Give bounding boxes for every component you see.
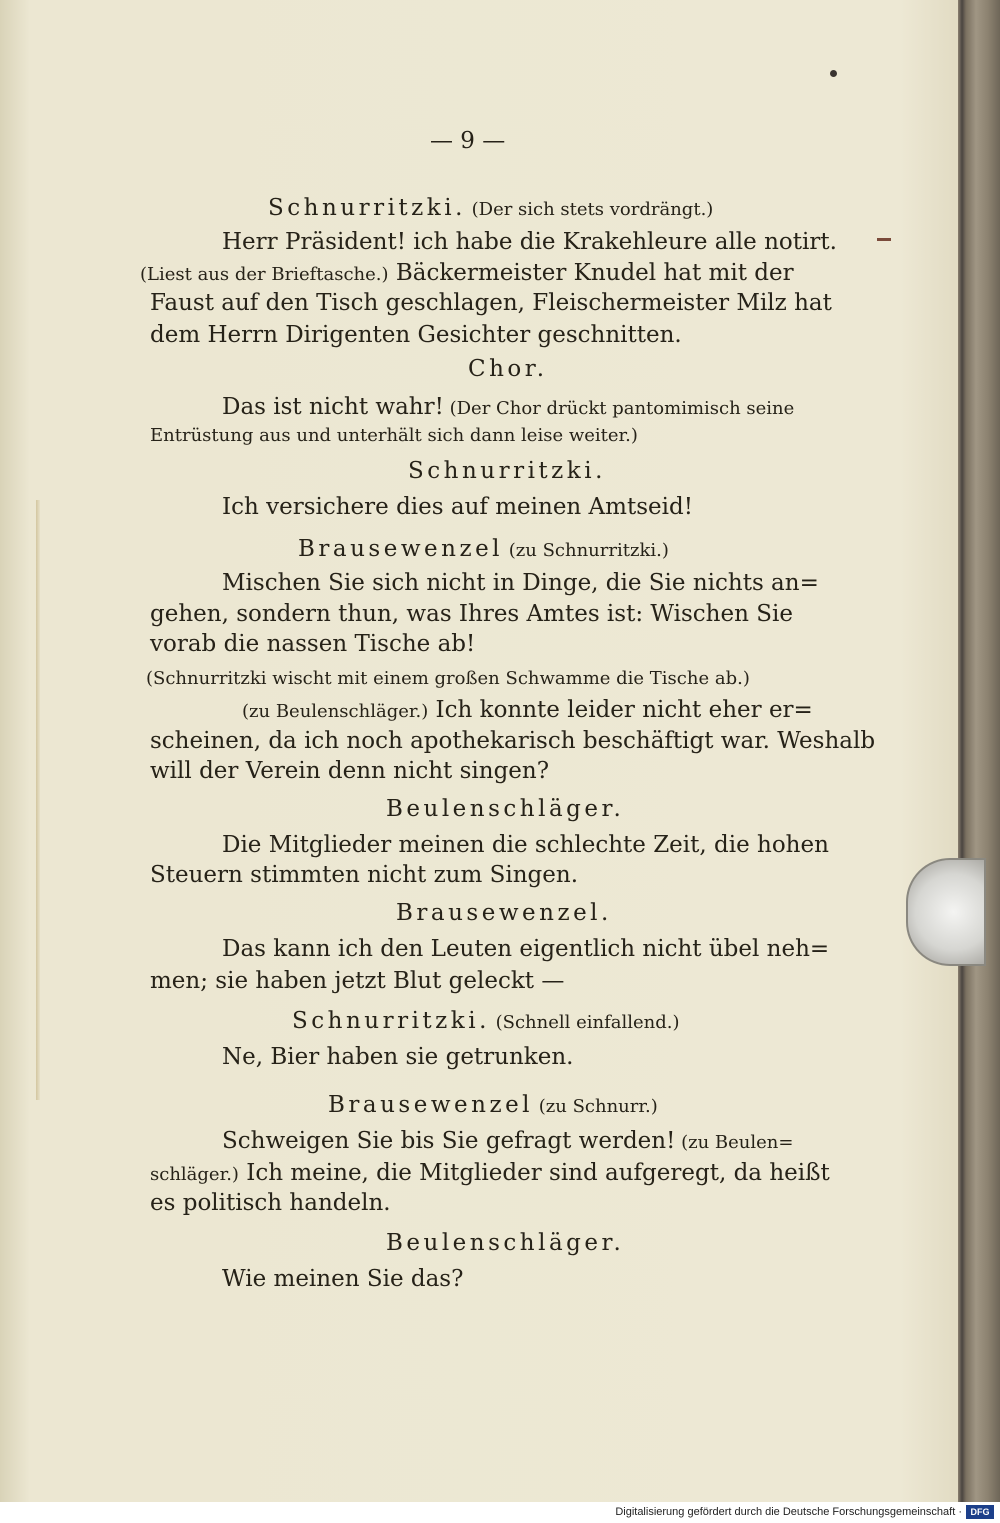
text-line: Ich versichere dies auf meinen Amtseid!: [222, 494, 693, 520]
margin-mark: [877, 238, 891, 241]
text-line: gehen, sondern thun, was Ihres Amtes ist: Wischen Sie: [150, 601, 793, 627]
text-line: Wie meinen Sie das?: [222, 1266, 464, 1292]
text-line: men; sie haben jetzt Blut geleckt —: [150, 968, 565, 994]
stage-direction-line: Entrüstung aus und unterhält sich dann leise weiter.): [150, 425, 638, 446]
text-line: scheinen, da ich noch apothekarisch beschäftigt war. Weshalb: [150, 728, 876, 754]
speaker-line: Schnurritzki.: [408, 458, 606, 484]
text-line: es politisch handeln.: [150, 1190, 391, 1216]
text-line: Ne, Bier haben sie getrunken.: [222, 1044, 574, 1070]
text-line: Schweigen Sie bis Sie gefragt werden! (zu Beulen=: [222, 1128, 794, 1154]
text-line: Die Mitglieder meinen die schlechte Zeit, die hohen: [222, 832, 829, 858]
speaker-line: Brausewenzel (zu Schnurritzki.): [298, 536, 669, 562]
text-line: vorab die nassen Tische ab!: [150, 631, 476, 657]
text-line: Steuern stimmten nicht zum Singen.: [150, 862, 579, 888]
binder-clip: [906, 858, 986, 966]
text-line: Faust auf den Tisch geschlagen, Fleischermeister Milz hat: [150, 290, 832, 316]
text-line: will der Verein denn nicht singen?: [150, 758, 550, 784]
text-line: Herr Präsident! ich habe die Krakehleure alle notirt.: [222, 229, 837, 255]
speaker-line: Beulenschläger.: [386, 1230, 625, 1256]
footer-bar: [0, 1502, 1000, 1523]
book-edge: [958, 0, 1000, 1502]
text-line: schläger.) Ich meine, die Mitglieder sind aufgeregt, da heißt: [150, 1160, 830, 1186]
page-number: — 9 —: [430, 128, 506, 154]
speaker-line: Brausewenzel.: [396, 900, 612, 926]
stage-direction-line: (Schnurritzki wischt mit einem großen Schwamme die Tische ab.): [146, 668, 750, 689]
speaker-line: Beulenschläger.: [386, 796, 625, 822]
text-line: Das kann ich den Leuten eigentlich nicht übel neh=: [222, 936, 830, 962]
speaker-line: Chor.: [468, 356, 548, 382]
text-line: Das ist nicht wahr! (Der Chor drückt pantomimisch seine: [222, 394, 795, 420]
gutter-shadow: [36, 500, 40, 1100]
speaker-line: Schnurritzki. (Schnell einfallend.): [292, 1008, 680, 1034]
dfg-logo: DFG: [966, 1505, 994, 1519]
text-line: (zu Beulenschläger.) Ich konnte leider nicht eher er=: [242, 697, 813, 723]
speaker-line: Schnurritzki. (Der sich stets vordrängt.): [268, 195, 714, 221]
text-line: (Liest aus der Brieftasche.) Bäckermeister Knudel hat mit der: [140, 260, 794, 286]
ink-speck: [830, 70, 837, 77]
text-line: Mischen Sie sich nicht in Dinge, die Sie nichts an=: [222, 570, 819, 596]
text-line: dem Herrn Dirigenten Gesichter geschnitten.: [150, 322, 682, 348]
speaker-line: Brausewenzel (zu Schnurr.): [328, 1092, 658, 1118]
footer-credit: Digitalisierung gefördert durch die Deutsche Forschungsgemeinschaft ·: [615, 1506, 962, 1518]
